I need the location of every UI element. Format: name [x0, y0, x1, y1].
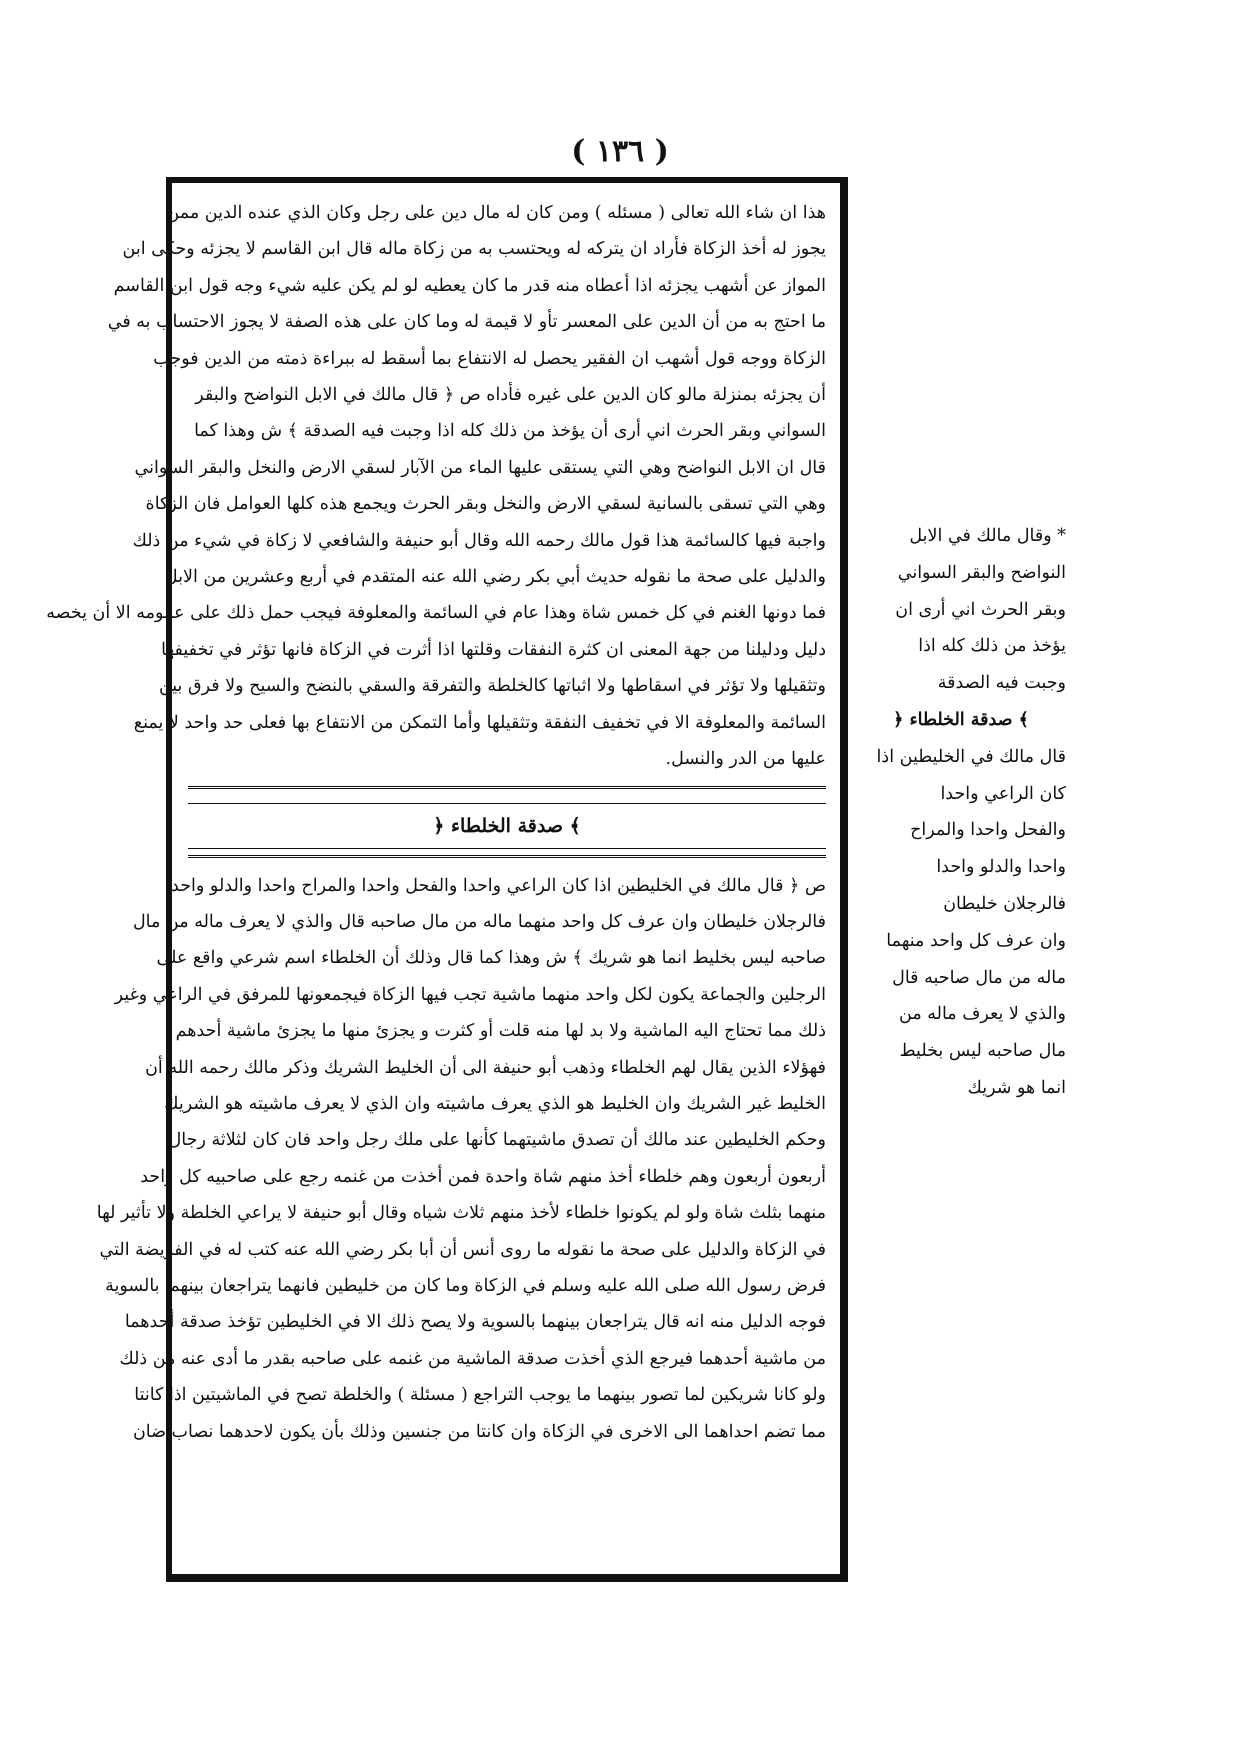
text-line: يجوز له أخذ الزكاة فأراد ان يتركه له ويحتسب به من زكاة ماله قال ابن القاسم لا يجزئه وحكى ابن — [122, 239, 826, 260]
margin-note-line: كان الراعي واحدا — [940, 783, 1066, 804]
margin-note-line: النواضح والبقر السواني — [897, 562, 1066, 583]
paragraph-khulata — [96, 868, 826, 1451]
margin-notes — [856, 518, 1066, 1107]
paragraph-zakat-on-debt — [46, 195, 826, 778]
text-line: الرجلين والجماعة يكون لكل واحد منهما ماشية تجب فيها الزكاة فيجمعونها للمرفق في الراعي وغير — [114, 984, 826, 1005]
margin-note-line: والذي لا يعرف ماله من — [899, 1004, 1066, 1025]
text-line: فوجه الدليل منه انه قال يتراجعان بينهما بالسوية ولا يصح ذلك الا في الخليطين تؤخذ صدقة أحدهما — [124, 1312, 826, 1333]
text-line: هذا ان شاء الله تعالى ( مسئله ) ومن كان له مال دين على رجل وكان الذي عنده الدين ممن — [166, 203, 826, 223]
text-line: فالرجلان خليطان وان عرف كل واحد منهما ماله من مال صاحبه قال والذي لا يعرف ماله من مال — [132, 911, 826, 932]
text-line: فرض رسول الله صلى الله عليه وسلم في الزكاة وما كان من خليطين فانهما يتراجعان بينهما بالسوية — [105, 1275, 826, 1296]
text-line: وتثقيلها ولا تؤثر في اسقاطها ولا اثباتها كالخلطة والتفرقة والسقي بالنضح والسيح ولا فرق بين — [158, 676, 826, 697]
margin-note-line: وجبت فيه الصدقة — [937, 673, 1066, 694]
text-line: أربعون أربعون وهم خلطاء أخذ منهم شاة واحدة فمن أخذت من غنمه رجع على صاحبيه كل واحد — [140, 1166, 826, 1187]
text-line: منهما بثلث شاة ولو لم يكونوا خلطاء لأخذ منهم ثلاث شياه وقال أبو حنيفة لا يراعي الخلطة ولا تأثير لها — [96, 1203, 826, 1224]
text-line: ذلك مما تحتاج اليه الماشية ولا بد لها منه قلت أو كثرت و يجزئ منها ما يجزئ ماشية أحدهم — [175, 1021, 826, 1042]
text-line: ولو كانا شريكين لما تصور بينهما ما يوجب التراجع ( مسئلة ) والخلطة تصح في الماشيتين اذا كانتا — [134, 1385, 826, 1406]
text-line: المواز عن أشهب يجزئه اذا أعطاه منه قدر ما كان يعطيه لو لم يكن عليه شيء وجه قول ابن القاسم — [113, 275, 826, 296]
margin-note-line: واحدا والدلو واحدا — [936, 857, 1066, 878]
text-line: في الزكاة والدليل على صحة ما نقوله ما روى أنس أن أبا بكر رضي الله عنه كتب له في الفريضة التي — [99, 1239, 826, 1260]
margin-note-line: يؤخذ من ذلك كله اذا — [918, 636, 1066, 657]
text-line: واجبة فيها كالسائمة هذا قول مالك رحمه الله وقال أبو حنيفة والشافعي لا زكاة في شيء من ذلك — [132, 530, 826, 551]
section-title: ﴾ صدقة الخلطاء ﴿ — [433, 814, 581, 837]
text-line: أن يجزئه بمنزلة مالو كان الدين على غيره فأداه ص ﴿ قال مالك في الابل النواضح والبقر — [195, 385, 826, 406]
text-line: وهي التي تسقى بالسانية لسقي الارض والنخل وبقر الحرث ويجمع هذه كلها العوامل فان الزكاة — [145, 494, 826, 515]
margin-note-line: قال مالك في الخليطين اذا — [876, 746, 1066, 767]
text-line: وحكم الخليطين عند مالك أن تصدق ماشيتهما كأنها على ملك رجل واحد فان كان لثلاثة رجال — [168, 1130, 826, 1151]
text-line: فما دونها الغنم في كل خمس شاة وهذا عام في السائمة والمعلوفة فيجب حمل ذلك على عمومه الا أن يخصه — [46, 603, 826, 624]
text-line: السائمة والمعلوفة الا في تخفيف النفقة وتثقيلها وأما التمكن من الانتفاع بها فعلى حد واحد لا يمنع — [133, 712, 826, 733]
margin-note-line: وبقر الحرث اني أرى ان — [895, 599, 1066, 620]
main-text-frame — [46, 177, 848, 1582]
text-line: ص ﴿ قال مالك في الخليطين اذا كان الراعي واحدا والفحل واحدا والمراح واحدا والدلو واحدا — [166, 875, 826, 896]
margin-note-line: فالرجلان خليطان — [943, 893, 1066, 914]
margin-note-line: مال صاحبه ليس بخليط — [899, 1041, 1066, 1062]
text-line: من ماشية أحدهما فيرجع الذي أخذت صدقة الماشية من غنمه على صاحبه بقدر ما أدى عنه من ذلك — [119, 1348, 826, 1369]
margin-note-line: انما هو شريك — [967, 1077, 1066, 1098]
text-line: قال ان الابل النواضح وهي التي يستقى عليها الماء من الآبار لسقي الارض والنخل والبقر السواني — [134, 457, 826, 478]
margin-heading: ﴾ صدقة الخلطاء ﴿ — [893, 709, 1029, 730]
text-line: دليل ودليلنا من جهة المعنى ان كثرة النفقات وقلتها اذا أثرت في الزكاة فانها تؤثر في تخفيفها — [161, 639, 826, 660]
text-line: صاحبه ليس بخليط انما هو شريك ﴾ ش وهذا كما قال وذلك أن الخلطاء اسم شرعي واقع على — [156, 948, 826, 969]
margin-note-line: * وقال مالك في الابل — [909, 526, 1066, 546]
section-divider-top — [188, 786, 826, 804]
text-line: والدليل على صحة ما نقوله حديث أبي بكر رضي الله عنه المتقدم في أربع وعشرين من الابل — [164, 567, 826, 588]
margin-note-line: ماله من مال صاحبه قال — [892, 967, 1066, 988]
page-number: ( ١٣٦ ) — [571, 134, 669, 169]
text-line: الزكاة ووجه قول أشهب ان الفقير يحصل له الانتفاع بما أسقط له ببراءة ذمته من الدين فوجب — [153, 348, 826, 369]
text-line: عليها من الدر والنسل. — [665, 749, 826, 770]
text-line: فهؤلاء الذين يقال لهم الخلطاء وذهب أبو حنيفة الى أن الخليط الشريك وذكر مالك رحمه الله أن — [145, 1057, 826, 1078]
text-line: ما احتج به من أن الدين على المعسر تأو لا قيمة له وما كان على هذه الصفة لا يجوز الاحتساب به في — [107, 312, 826, 333]
text-line: السواني وبقر الحرث اني أرى أن يؤخذ من ذلك كله اذا وجبت فيه الصدقة ﴾ ش وهذا كما — [194, 421, 826, 442]
margin-note-line: والفحل واحدا والمراح — [910, 820, 1066, 841]
text-line: الخليط غير الشريك وان الخليط هو الذي يعرف ماشيته وان الذي لا يعرف ماشيته هو الشريك — [164, 1093, 826, 1114]
section-divider-bottom — [188, 848, 826, 858]
margin-note-line: وان عرف كل واحد منهما — [886, 930, 1066, 951]
text-line: مما تضم احداهما الى الاخرى في الزكاة وان كانتا من جنسين وذلك بأن يكون لاحدهما نصاب ضان — [132, 1421, 826, 1442]
